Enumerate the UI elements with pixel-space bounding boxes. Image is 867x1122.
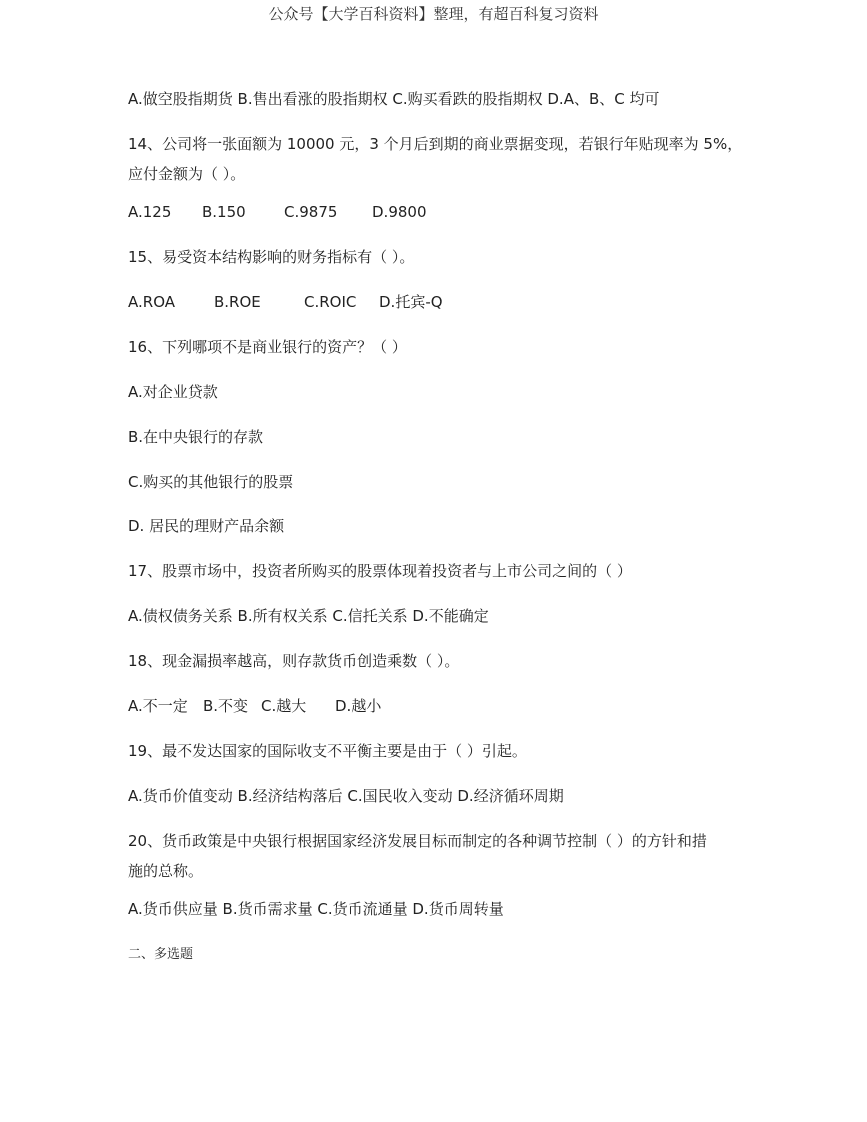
q13-options: A.做空股指期货 B.售出看涨的股指期权 C.购买看跌的股指期权 D.A、B、C 均可 (128, 90, 660, 108)
q20-question-line2: 施的总称。 (128, 862, 204, 880)
q14-question-line1: 14、公司将一张面额为 10000 元，3 个月后到期的商业票据变现，若银行年贴现率为 5%， (128, 135, 743, 153)
q17-options: A.债权债务关系 B.所有权关系 C.信托关系 D.不能确定 (128, 607, 489, 625)
q15-option-b: B.ROE (214, 293, 261, 311)
q20-options: A.货币供应量 B.货币需求量 C.货币流通量 D.货币周转量 (128, 900, 504, 918)
q14-option-d: D.9800 (372, 203, 427, 221)
q16-option-a: A.对企业贷款 (128, 383, 218, 401)
q16-option-d: D. 居民的理财产品余额 (128, 517, 285, 535)
q19-question: 19、最不发达国家的国际收支不平衡主要是由于（ ）引起。 (128, 742, 527, 760)
q15-question: 15、易受资本结构影响的财务指标有（ ）。 (128, 248, 415, 266)
page-header: 公众号【大学百科资料】整理，有超百科复习资料 (268, 5, 599, 23)
q18-options (128, 696, 381, 716)
q18-question: 18、现金漏损率越高，则存款货币创造乘数（ ）。 (128, 652, 460, 670)
q18-option-b: B.不变 (203, 697, 249, 715)
q16-option-b: B.在中央银行的存款 (128, 428, 264, 446)
q16-question: 16、下列哪项不是商业银行的资产？（ ） (128, 338, 407, 356)
q14-option-c: C.9875 (284, 203, 338, 221)
q15-options (128, 292, 443, 312)
q15-option-d: D.托宾-Q (379, 293, 443, 311)
q14-option-b: B.150 (202, 203, 246, 221)
q19-options: A.货币价值变动 B.经济结构落后 C.国民收入变动 D.经济循环周期 (128, 787, 564, 805)
q16-option-c: C.购买的其他银行的股票 (128, 473, 294, 491)
q14-question-line2: 应付金额为（ ）。 (128, 165, 246, 183)
section-heading-multiple-choice: 二、多选题 (128, 947, 194, 962)
q14-options (128, 202, 427, 222)
q17-question: 17、股票市场中，投资者所购买的股票体现着投资者与上市公司之间的（ ） (128, 562, 632, 580)
q18-option-a: A.不一定 (128, 697, 188, 715)
q20-question-line1: 20、货币政策是中央银行根据国家经济发展目标而制定的各种调节控制（ ）的方针和措 (128, 832, 707, 850)
q18-option-c: C.越大 (261, 697, 307, 715)
q15-option-a: A.ROA (128, 293, 175, 311)
q15-option-c: C.ROIC (304, 293, 357, 311)
q14-option-a: A.125 (128, 203, 172, 221)
q18-option-d: D.越小 (335, 697, 382, 715)
